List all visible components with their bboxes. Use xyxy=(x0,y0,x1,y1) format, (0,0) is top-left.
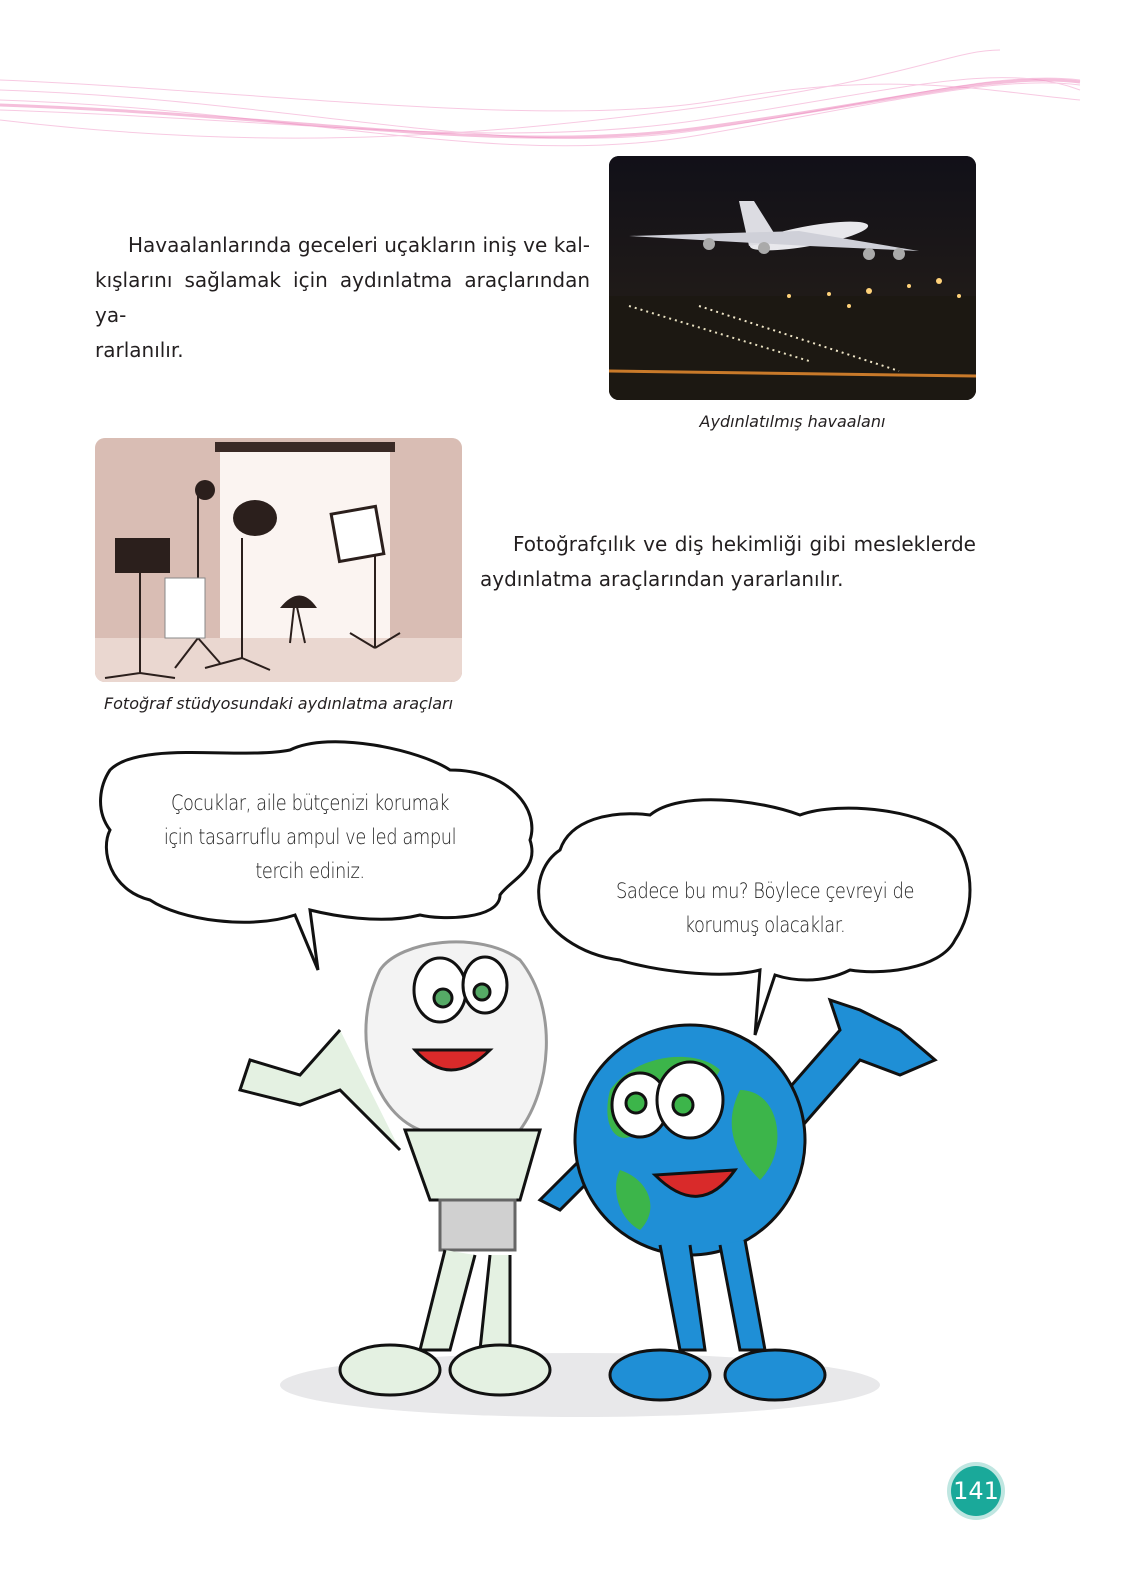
paragraph-line: kışlarını sağlamak için aydınlatma araçlarından ya- xyxy=(95,268,590,327)
photography-paragraph xyxy=(480,527,976,597)
paragraph-line: Havaalanlarında geceleri uçakların iniş ve kal- xyxy=(128,233,590,257)
airport-paragraph xyxy=(95,228,590,368)
studio-caption: Fotoğraf stüdyosundaki aydınlatma araçları xyxy=(103,694,454,713)
airport-photo xyxy=(609,156,976,400)
speech-line: tercih ediniz. xyxy=(255,859,365,883)
bulb-character xyxy=(240,942,550,1395)
speech-line: Çocuklar, aile bütçenizi korumak xyxy=(170,791,450,815)
page-number-badge xyxy=(951,1466,1001,1516)
earth-speech-text xyxy=(587,874,944,942)
speech-line: için tasarruflu ampul ve led ampul xyxy=(163,825,457,849)
studio-photo xyxy=(95,438,462,682)
paragraph-line: rarlanılır. xyxy=(95,338,184,362)
paragraph-line: aydınlatma araçlarından yararlanılır. xyxy=(480,567,844,591)
speech-line: korumuş olacaklar. xyxy=(684,913,846,937)
paragraph-line: Fotoğrafçılık ve diş hekimliği gibi mesleklerde xyxy=(513,532,976,556)
bulb-speech-text xyxy=(140,786,480,888)
airport-caption: Aydınlatılmış havaalanı xyxy=(699,412,886,431)
page-number: 141 xyxy=(953,1477,999,1505)
earth-character xyxy=(540,1000,935,1400)
header-wave-decoration xyxy=(0,30,1123,160)
speech-line: Sadece bu mu? Böylece çevreyi de xyxy=(615,879,915,903)
